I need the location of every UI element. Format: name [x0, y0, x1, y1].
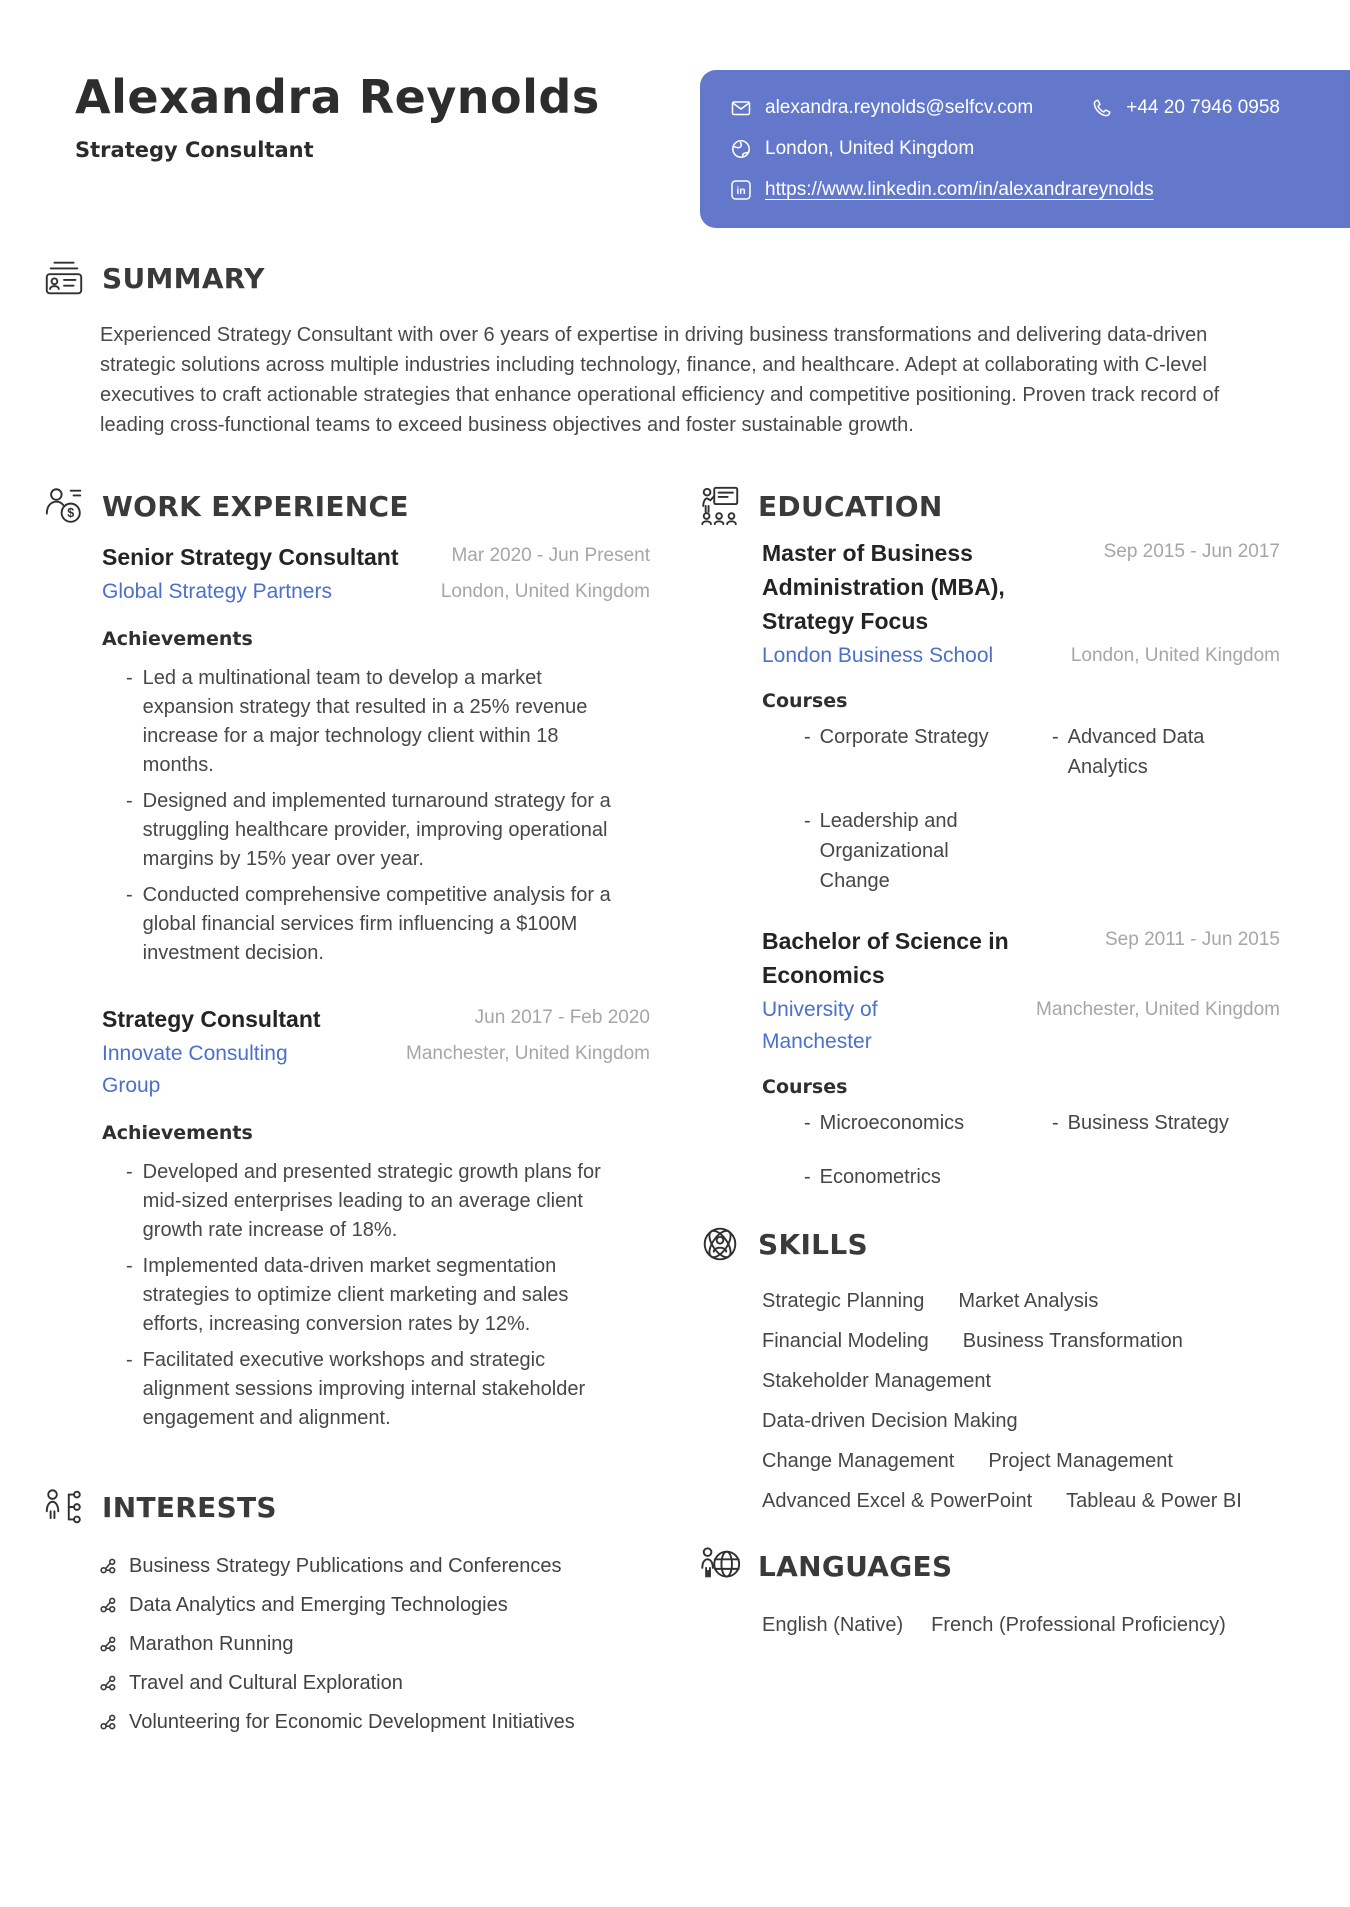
job-1-location: London, United Kingdom — [440, 581, 650, 602]
work-experience-icon — [42, 484, 86, 528]
contact-card — [700, 70, 1350, 228]
interests-header — [42, 1485, 650, 1529]
right-column — [698, 484, 1280, 1748]
degree-2-courses-label: Courses — [762, 1076, 848, 1098]
interest-label: Data Analytics and Emerging Technologies — [129, 1594, 508, 1616]
work-header — [42, 484, 650, 528]
job-1-title: Senior Strategy Consultant — [102, 544, 399, 570]
job-2-title: Strategy Consultant — [102, 1006, 321, 1032]
languages-section — [698, 1544, 1280, 1638]
globe-icon — [730, 138, 752, 160]
person-name: Alexandra Reynolds — [75, 70, 600, 124]
work-section — [42, 484, 650, 1433]
contact-row-2 — [730, 138, 1280, 160]
contact-location: London, United Kingdom — [765, 138, 975, 159]
interest-item — [100, 1592, 650, 1618]
degree-1-head — [762, 536, 1280, 638]
education-icon — [698, 484, 742, 528]
skill-item: Tableau & Power BI — [1066, 1490, 1242, 1512]
interests-icon — [42, 1485, 86, 1529]
interest-label: Business Strategy Publications and Conferences — [129, 1555, 562, 1577]
skill-item: Financial Modeling — [762, 1330, 929, 1352]
course-item: - Microeconomics — [804, 1108, 999, 1138]
contact-email-item — [730, 97, 1033, 119]
skills-heading: SKILLS — [758, 1227, 868, 1261]
language-item: English (Native) — [762, 1614, 904, 1636]
job-2-achievements-label: Achievements — [102, 1122, 253, 1144]
bullet-item: - Conducted comprehensive competitive analysis for a global financial services firm influencing a $100M investment decision. — [126, 881, 626, 968]
degree-entry-2 — [762, 924, 1280, 1192]
languages-icon — [698, 1544, 742, 1588]
job-1-company-link[interactable]: Global Strategy Partners — [102, 580, 332, 603]
contact-email: alexandra.reynolds@selfcv.com — [765, 97, 1034, 118]
skills-icon — [698, 1222, 742, 1266]
job-2-sub — [102, 1038, 650, 1102]
course-item: - Business Strategy — [1052, 1108, 1247, 1138]
share-nodes-icon — [100, 1714, 116, 1730]
degree-2-courses — [804, 1108, 1280, 1192]
degree-1-sub — [762, 640, 1280, 672]
course-item: - Econometrics — [804, 1162, 999, 1192]
work-heading: WORK EXPERIENCE — [102, 489, 409, 523]
languages-heading: LANGUAGES — [758, 1549, 953, 1583]
job-2-head — [102, 1002, 650, 1036]
skill-item: Data-driven Decision Making — [762, 1410, 1018, 1432]
job-1-bullets — [126, 664, 626, 968]
job-2-dates: Jun 2017 - Feb 2020 — [474, 1007, 650, 1028]
interests-list — [100, 1553, 650, 1735]
job-1-dates: Mar 2020 - Jun Present — [451, 545, 650, 566]
interest-label: Travel and Cultural Exploration — [129, 1672, 403, 1694]
interest-label: Marathon Running — [129, 1633, 294, 1655]
summary-text: Experienced Strategy Consultant with over 6 years of expertise in driving business transformations and delivering data-driven strategic solutions across multiple industries including technology, finance, and healthcare. Adept at collaborating with C-level executives to craft actionable strategies that enhance operational efficiency and competitive positioning. Proven track record of leading cross-functional teams to exceed business objectives and foster sustainable growth. — [100, 324, 1220, 436]
interest-label: Volunteering for Economic Development Initiatives — [129, 1711, 575, 1733]
degree-1-school-link[interactable]: London Business School — [762, 644, 994, 667]
course-item: - Leadership and Organizational Change — [804, 806, 999, 896]
interest-item — [100, 1631, 650, 1657]
interest-item — [100, 1709, 650, 1735]
job-2-company-link[interactable]: Innovate Consulting Group — [102, 1042, 288, 1097]
degree-1-courses — [804, 722, 1280, 896]
skill-row — [762, 1328, 1280, 1354]
skill-item: Market Analysis — [958, 1290, 1099, 1312]
share-nodes-icon — [100, 1597, 116, 1613]
skill-item: Project Management — [988, 1450, 1173, 1472]
job-1-achievements-label: Achievements — [102, 628, 253, 650]
degree-2-school-link[interactable]: University of Manchester — [762, 998, 878, 1053]
job-2-location: Manchester, United Kingdom — [406, 1043, 650, 1064]
contact-linkedin-item — [730, 179, 1154, 201]
email-icon — [730, 97, 752, 119]
skills-list — [762, 1288, 1280, 1514]
interest-item — [100, 1670, 650, 1696]
main-columns — [0, 484, 1350, 1748]
education-header — [698, 484, 1280, 528]
phone-icon — [1091, 97, 1113, 119]
job-2-bullets — [126, 1158, 626, 1433]
share-nodes-icon — [100, 1558, 116, 1574]
summary-section — [42, 256, 1235, 440]
interests-section — [42, 1485, 650, 1735]
course-item: - Advanced Data Analytics — [1052, 722, 1247, 782]
job-entry-1 — [102, 540, 650, 968]
summary-header — [42, 256, 1235, 300]
job-1-head — [102, 540, 650, 574]
skill-item: Advanced Excel & PowerPoint — [762, 1490, 1033, 1512]
bullet-item: - Facilitated executive workshops and strategic alignment sessions improving internal stakeholder engagement and alignment. — [126, 1346, 626, 1433]
degree-2-sub — [762, 994, 1280, 1058]
education-section — [698, 484, 1280, 1192]
bullet-item: - Implemented data-driven market segmentation strategies to optimize client marketing and sales efforts, increasing conversion rates by 12%. — [126, 1252, 626, 1339]
languages-list — [762, 1612, 1280, 1638]
skill-row — [762, 1408, 1280, 1434]
contact-location-item — [730, 138, 974, 160]
svg-text:$: $ — [67, 506, 75, 520]
contact-row-3 — [730, 179, 1280, 201]
skill-item: Change Management — [762, 1450, 955, 1472]
job-entry-2 — [102, 1002, 650, 1433]
degree-2-dates: Sep 2011 - Jun 2015 — [1104, 929, 1280, 950]
job-1-sub — [102, 576, 650, 608]
degree-1-location: London, United Kingdom — [1070, 645, 1280, 666]
summary-heading: SUMMARY — [102, 261, 265, 295]
summary-icon — [42, 256, 86, 300]
contact-phone-item — [1091, 97, 1280, 119]
share-nodes-icon — [100, 1636, 116, 1652]
degree-2-title: Bachelor of Science in Economics — [762, 928, 1009, 988]
left-column — [42, 484, 650, 1748]
degree-entry-1 — [762, 536, 1280, 896]
degree-1-courses-label: Courses — [762, 690, 848, 712]
languages-header — [698, 1544, 1280, 1588]
skills-section — [698, 1222, 1280, 1514]
contact-row-1 — [730, 97, 1280, 119]
skill-item: Strategic Planning — [762, 1290, 925, 1312]
skills-header — [698, 1222, 1280, 1266]
language-item: French (Professional Proficiency) — [931, 1614, 1226, 1636]
skill-item: Business Transformation — [962, 1330, 1183, 1352]
bullet-item: - Developed and presented strategic growth plans for mid-sized enterprises leading to an average client growth rate increase of 18%. — [126, 1158, 626, 1245]
interests-heading: INTERESTS — [102, 1490, 277, 1524]
skill-row — [762, 1288, 1280, 1314]
share-nodes-icon — [100, 1675, 116, 1691]
skill-row — [762, 1488, 1280, 1514]
skill-row — [762, 1448, 1280, 1474]
header — [0, 0, 1350, 200]
bullet-item: - Designed and implemented turnaround strategy for a struggling healthcare provider, improving operational margins by 15% year over year. — [126, 787, 626, 874]
contact-phone: +44 20 7946 0958 — [1126, 97, 1280, 118]
degree-2-head — [762, 924, 1280, 992]
linkedin-link[interactable]: https://www.linkedin.com/in/alexandrareynolds — [765, 179, 1154, 200]
degree-1-title: Master of Business Administration (MBA), Strategy Focus — [762, 540, 1005, 634]
skill-item: Stakeholder Management — [762, 1370, 992, 1392]
course-item: - Corporate Strategy — [804, 722, 999, 782]
linkedin-icon — [730, 179, 752, 201]
education-heading: EDUCATION — [758, 489, 943, 523]
degree-2-location: Manchester, United Kingdom — [1036, 999, 1280, 1020]
degree-1-dates: Sep 2015 - Jun 2017 — [1103, 541, 1280, 562]
skill-row — [762, 1368, 1280, 1394]
bullet-item: - Led a multinational team to develop a market expansion strategy that resulted in a 25% revenue increase for a major technology client within 18 months. — [126, 664, 626, 780]
svg-text:in: in — [736, 185, 746, 197]
person-job-title: Strategy Consultant — [75, 138, 314, 162]
interest-item — [100, 1553, 650, 1579]
